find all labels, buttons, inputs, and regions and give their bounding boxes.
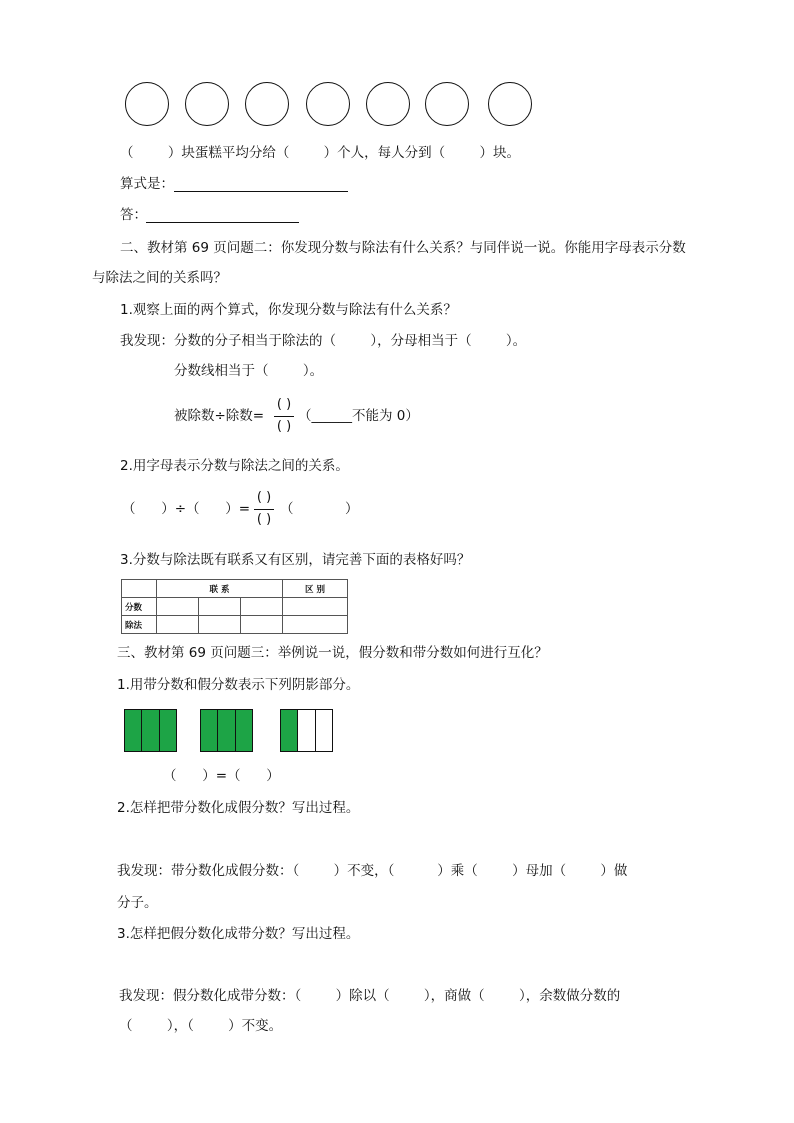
section2-title-line2: 与除法之间的关系吗？ [92,270,227,286]
section2-finding-1: 我发现：分数的分子相当于除法的（ ），分母相当于（ ）。 [120,333,527,349]
table-row [122,598,348,616]
cake-circle-5 [366,82,410,126]
table-cell[interactable] [283,616,348,634]
section3-question-1: 1.用带分数和假分数表示下列阴影部分。 [117,677,360,693]
table-cell[interactable] [240,598,282,616]
division-equation-left: 被除数÷除数= [174,408,265,424]
figure-part-shaded [201,710,218,751]
table-cell[interactable] [157,616,199,634]
cake-circle-1 [125,82,169,126]
figure-part-shaded [125,710,142,751]
cake-circle-3 [245,82,289,126]
section2-question-1: 1.观察上面的两个算式，你发现分数与除法有什么关系？ [120,302,457,318]
table-cell[interactable] [198,616,240,634]
figure-part-shaded [236,710,252,751]
fraction-numerator: ( ) [256,490,272,505]
figure-part-empty [316,710,332,751]
figure-part-shaded [142,710,159,751]
table-row-label-division: 除法 [122,616,157,634]
figure-part-shaded [160,710,176,751]
formula-blank[interactable] [174,191,348,192]
section3-title: 三、教材第 69 页问题三：举例说一说，假分数和带分数如何进行互化？ [117,645,548,661]
section3-finding-a-line2: 分子。 [117,895,158,911]
table-row [122,616,348,634]
table-cell[interactable] [198,598,240,616]
section2-question-3: 3.分数与除法既有联系又有区别，请完善下面的表格好吗？ [120,552,471,568]
section3-finding-b-line2: （ ），（ ）不变。 [119,1018,283,1034]
section2-finding-2: 分数线相当于（ ）。 [174,363,324,379]
fraction-blank-2[interactable] [251,490,277,530]
fraction-denominator: ( ) [256,512,272,527]
table-header-relation: 联 系 [157,580,283,598]
table-cell[interactable] [240,616,282,634]
table-corner-cell [122,580,157,598]
table-header-difference: 区 别 [283,580,348,598]
letter-equation-right: （ ） [280,501,359,517]
division-equation-right: （______不能为 0） [298,408,419,424]
figure-part-shaded [218,710,235,751]
answer-blank[interactable] [146,222,299,223]
formula-label: 算式是： [120,176,174,192]
section3-question-2: 2.怎样把带分数化成假分数？写出过程。 [117,800,360,816]
cake-circle-2 [185,82,229,126]
table-cell[interactable] [283,598,348,616]
section2-title-line1: 二、教材第 69 页问题二：你发现分数与除法有什么关系？与同伴说一说。你能用字母表示分数 [120,240,686,256]
section3-finding-a-line1: 我发现：带分数化成假分数：（ ）不变，（ ）乘（ ）母加（ ）做 [117,863,628,879]
shaded-figure-2 [200,709,253,752]
cake-circle-6 [425,82,469,126]
answer-label: 答： [120,207,147,223]
letter-equation-left: （ ）÷（ ）= [122,501,251,517]
shaded-figure-1 [124,709,177,752]
fraction-numerator: ( ) [276,397,292,412]
cake-circle-4 [306,82,350,126]
cake-division-line: （ ）块蛋糕平均分给（ ）个人，每人分到（ ）块。 [120,145,520,161]
shaded-figure-3 [280,709,333,752]
table-cell[interactable] [157,598,199,616]
fraction-bar [274,416,294,417]
relation-table [121,579,348,634]
figure-part-empty [298,710,315,751]
section2-question-2: 2.用字母表示分数与除法之间的关系。 [120,458,349,474]
fraction-blank-1[interactable] [271,397,297,437]
cake-circle-7 [488,82,532,126]
mixed-improper-equal-line: （ ）=（ ） [163,768,280,784]
fraction-denominator: ( ) [276,419,292,434]
section3-finding-b-line1: 我发现：假分数化成带分数：（ ）除以（ ），商做（ ），余数做分数的 [119,988,621,1004]
table-header-row [122,580,348,598]
figure-part-shaded [281,710,298,751]
section3-question-3: 3.怎样把假分数化成带分数？写出过程。 [117,926,360,942]
fraction-bar [254,509,274,510]
table-row-label-fraction: 分数 [122,598,157,616]
